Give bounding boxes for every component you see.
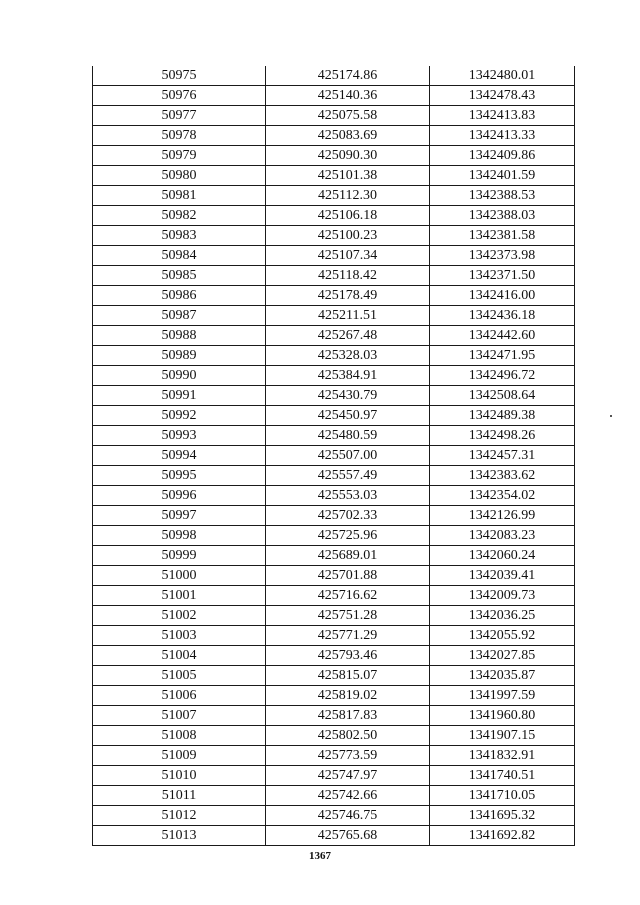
y-coordinate-cell: 1342036.25 (430, 606, 575, 626)
y-coordinate-cell: 1342371.50 (430, 266, 575, 286)
x-coordinate-cell: 425384.91 (266, 366, 430, 386)
x-coordinate-cell: 425725.96 (266, 526, 430, 546)
point-id-cell: 50986 (93, 286, 266, 306)
x-coordinate-cell: 425430.79 (266, 386, 430, 406)
table-row (93, 546, 575, 566)
point-id-cell: 50993 (93, 426, 266, 446)
point-id-cell: 50977 (93, 106, 266, 126)
point-id-cell: 50999 (93, 546, 266, 566)
y-coordinate-cell: 1342480.01 (430, 66, 575, 86)
point-id-cell: 51002 (93, 606, 266, 626)
y-coordinate-cell: 1341997.59 (430, 686, 575, 706)
point-id-cell: 50988 (93, 326, 266, 346)
table-row (93, 266, 575, 286)
point-id-cell: 50987 (93, 306, 266, 326)
table-row (93, 626, 575, 646)
point-id-cell: 50980 (93, 166, 266, 186)
y-coordinate-cell: 1342055.92 (430, 626, 575, 646)
x-coordinate-cell: 425328.03 (266, 346, 430, 366)
table-row (93, 386, 575, 406)
point-id-cell: 50994 (93, 446, 266, 466)
x-coordinate-cell: 425802.50 (266, 726, 430, 746)
point-id-cell: 50975 (93, 66, 266, 86)
x-coordinate-cell: 425747.97 (266, 766, 430, 786)
table-row (93, 486, 575, 506)
x-coordinate-cell: 425701.88 (266, 566, 430, 586)
y-coordinate-cell: 1342039.41 (430, 566, 575, 586)
x-coordinate-cell: 425817.83 (266, 706, 430, 726)
x-coordinate-cell: 425083.69 (266, 126, 430, 146)
table-row (93, 466, 575, 486)
point-id-cell: 50996 (93, 486, 266, 506)
y-coordinate-cell: 1341710.05 (430, 786, 575, 806)
point-id-cell: 51009 (93, 746, 266, 766)
x-coordinate-cell: 425140.36 (266, 86, 430, 106)
x-coordinate-cell: 425101.38 (266, 166, 430, 186)
table-row (93, 146, 575, 166)
y-coordinate-cell: 1342457.31 (430, 446, 575, 466)
table-row (93, 326, 575, 346)
y-coordinate-cell: 1341740.51 (430, 766, 575, 786)
table-row (93, 246, 575, 266)
point-id-cell: 51008 (93, 726, 266, 746)
table-row (93, 126, 575, 146)
scan-speck (610, 415, 612, 417)
y-coordinate-cell: 1342416.00 (430, 286, 575, 306)
x-coordinate-cell: 425118.42 (266, 266, 430, 286)
table-row (93, 786, 575, 806)
x-coordinate-cell: 425112.30 (266, 186, 430, 206)
point-id-cell: 50985 (93, 266, 266, 286)
x-coordinate-cell: 425765.68 (266, 826, 430, 846)
table-row (93, 426, 575, 446)
table-row (93, 686, 575, 706)
y-coordinate-cell: 1341832.91 (430, 746, 575, 766)
y-coordinate-cell: 1342436.18 (430, 306, 575, 326)
table-row (93, 206, 575, 226)
x-coordinate-cell: 425480.59 (266, 426, 430, 446)
table-row (93, 346, 575, 366)
x-coordinate-cell: 425450.97 (266, 406, 430, 426)
x-coordinate-cell: 425507.00 (266, 446, 430, 466)
table-row (93, 166, 575, 186)
table-row (93, 566, 575, 586)
y-coordinate-cell: 1342478.43 (430, 86, 575, 106)
table-row (93, 706, 575, 726)
point-id-cell: 50978 (93, 126, 266, 146)
point-id-cell: 50984 (93, 246, 266, 266)
point-id-cell: 50979 (93, 146, 266, 166)
x-coordinate-cell: 425773.59 (266, 746, 430, 766)
coordinate-table (92, 66, 575, 846)
point-id-cell: 51013 (93, 826, 266, 846)
table-row (93, 606, 575, 626)
x-coordinate-cell: 425751.28 (266, 606, 430, 626)
y-coordinate-cell: 1342060.24 (430, 546, 575, 566)
y-coordinate-cell: 1341695.32 (430, 806, 575, 826)
point-id-cell: 50989 (93, 346, 266, 366)
point-id-cell: 50990 (93, 366, 266, 386)
table-row (93, 406, 575, 426)
point-id-cell: 51001 (93, 586, 266, 606)
y-coordinate-cell: 1342442.60 (430, 326, 575, 346)
point-id-cell: 51012 (93, 806, 266, 826)
x-coordinate-cell: 425090.30 (266, 146, 430, 166)
point-id-cell: 51010 (93, 766, 266, 786)
table-row (93, 586, 575, 606)
point-id-cell: 50983 (93, 226, 266, 246)
table-row (93, 446, 575, 466)
y-coordinate-cell: 1342373.98 (430, 246, 575, 266)
y-coordinate-cell: 1342489.38 (430, 406, 575, 426)
point-id-cell: 50998 (93, 526, 266, 546)
point-id-cell: 51011 (93, 786, 266, 806)
x-coordinate-cell: 425106.18 (266, 206, 430, 226)
y-coordinate-cell: 1342413.33 (430, 126, 575, 146)
table-row (93, 726, 575, 746)
table-row (93, 826, 575, 846)
point-id-cell: 50995 (93, 466, 266, 486)
y-coordinate-cell: 1342383.62 (430, 466, 575, 486)
point-id-cell: 51005 (93, 666, 266, 686)
page-number: 1367 (309, 850, 331, 862)
y-coordinate-cell: 1342496.72 (430, 366, 575, 386)
table-row (93, 526, 575, 546)
point-id-cell: 51000 (93, 566, 266, 586)
table-row (93, 666, 575, 686)
y-coordinate-cell: 1342035.87 (430, 666, 575, 686)
y-coordinate-cell: 1342027.85 (430, 646, 575, 666)
y-coordinate-cell: 1342471.95 (430, 346, 575, 366)
x-coordinate-cell: 425211.51 (266, 306, 430, 326)
x-coordinate-cell: 425075.58 (266, 106, 430, 126)
x-coordinate-cell: 425107.34 (266, 246, 430, 266)
table-row (93, 86, 575, 106)
point-id-cell: 50992 (93, 406, 266, 426)
table-row (93, 286, 575, 306)
y-coordinate-cell: 1342354.02 (430, 486, 575, 506)
x-coordinate-cell: 425716.62 (266, 586, 430, 606)
table-row (93, 506, 575, 526)
y-coordinate-cell: 1342508.64 (430, 386, 575, 406)
x-coordinate-cell: 425746.75 (266, 806, 430, 826)
y-coordinate-cell: 1341960.80 (430, 706, 575, 726)
x-coordinate-cell: 425771.29 (266, 626, 430, 646)
point-id-cell: 50997 (93, 506, 266, 526)
x-coordinate-cell: 425815.07 (266, 666, 430, 686)
y-coordinate-cell: 1342401.59 (430, 166, 575, 186)
y-coordinate-cell: 1342126.99 (430, 506, 575, 526)
point-id-cell: 50976 (93, 86, 266, 106)
y-coordinate-cell: 1342381.58 (430, 226, 575, 246)
point-id-cell: 51007 (93, 706, 266, 726)
point-id-cell: 50991 (93, 386, 266, 406)
y-coordinate-cell: 1342498.26 (430, 426, 575, 446)
table-row (93, 806, 575, 826)
x-coordinate-cell: 425553.03 (266, 486, 430, 506)
y-coordinate-cell: 1342409.86 (430, 146, 575, 166)
x-coordinate-cell: 425819.02 (266, 686, 430, 706)
x-coordinate-cell: 425100.23 (266, 226, 430, 246)
point-id-cell: 51006 (93, 686, 266, 706)
table-row (93, 106, 575, 126)
table-row (93, 306, 575, 326)
x-coordinate-cell: 425178.49 (266, 286, 430, 306)
y-coordinate-cell: 1341692.82 (430, 826, 575, 846)
table-body (93, 66, 575, 846)
table-row (93, 646, 575, 666)
x-coordinate-cell: 425742.66 (266, 786, 430, 806)
table-row (93, 226, 575, 246)
table-row (93, 766, 575, 786)
x-coordinate-cell: 425174.86 (266, 66, 430, 86)
point-id-cell: 51003 (93, 626, 266, 646)
table-row (93, 66, 575, 86)
y-coordinate-cell: 1342388.53 (430, 186, 575, 206)
x-coordinate-cell: 425793.46 (266, 646, 430, 666)
point-id-cell: 50982 (93, 206, 266, 226)
x-coordinate-cell: 425702.33 (266, 506, 430, 526)
x-coordinate-cell: 425689.01 (266, 546, 430, 566)
x-coordinate-cell: 425267.48 (266, 326, 430, 346)
table-row (93, 186, 575, 206)
y-coordinate-cell: 1342083.23 (430, 526, 575, 546)
point-id-cell: 50981 (93, 186, 266, 206)
y-coordinate-cell: 1342413.83 (430, 106, 575, 126)
y-coordinate-cell: 1342009.73 (430, 586, 575, 606)
point-id-cell: 51004 (93, 646, 266, 666)
y-coordinate-cell: 1342388.03 (430, 206, 575, 226)
table-row (93, 746, 575, 766)
table-row (93, 366, 575, 386)
x-coordinate-cell: 425557.49 (266, 466, 430, 486)
y-coordinate-cell: 1341907.15 (430, 726, 575, 746)
